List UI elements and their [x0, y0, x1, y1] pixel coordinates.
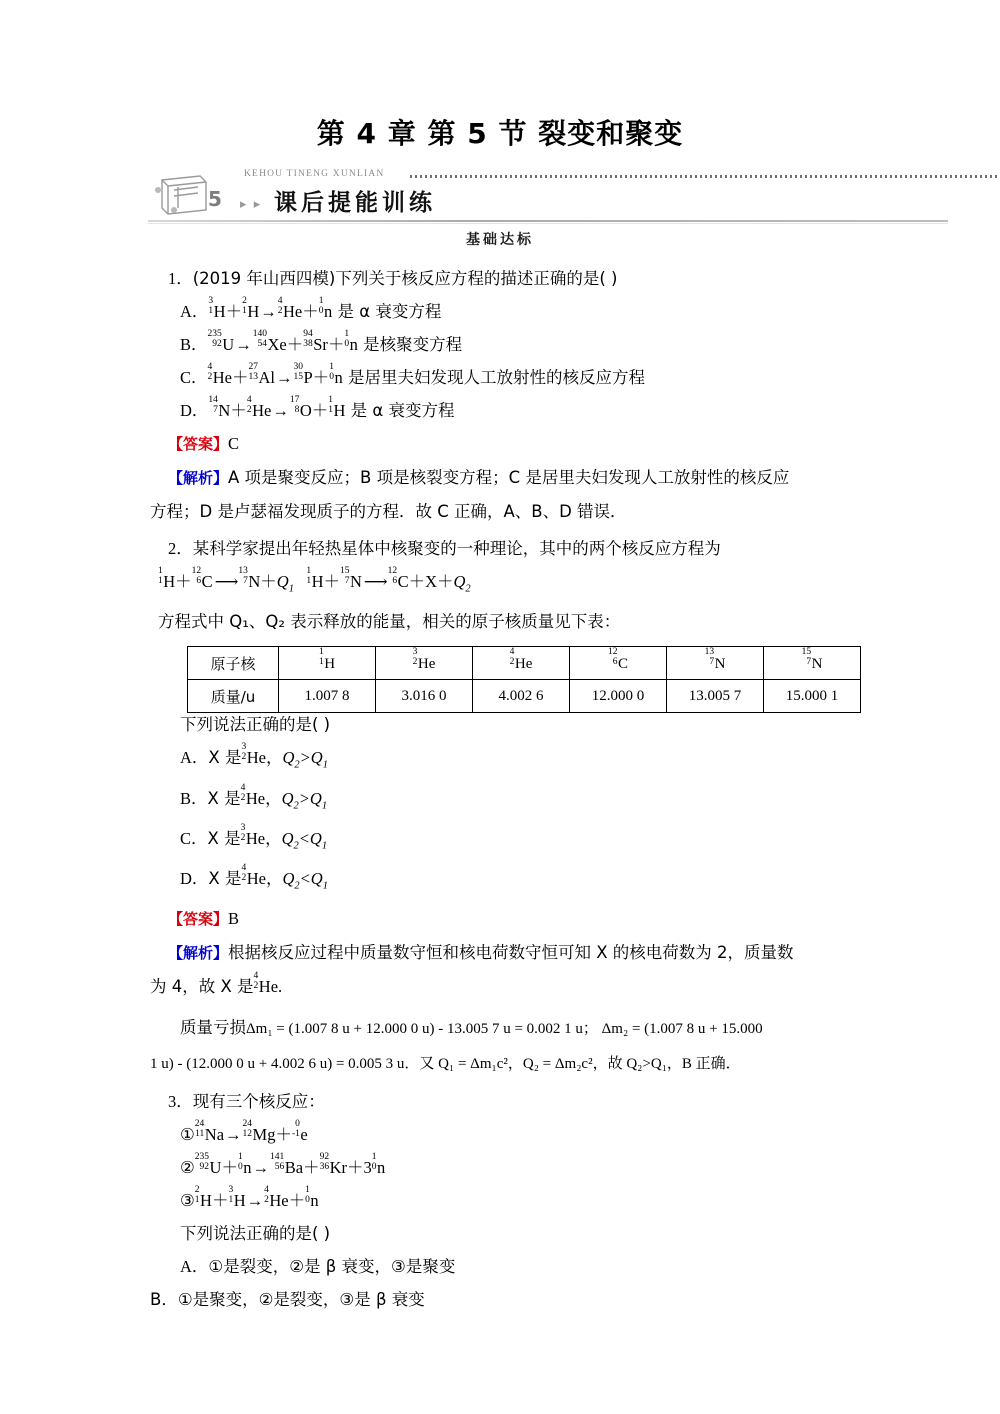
- table-cell-mass: 15.000 1: [764, 680, 861, 713]
- option-text: X 是: [208, 748, 242, 768]
- option-sep: ，: [265, 788, 282, 808]
- relation: $Q_2>Q_1$: [281, 788, 328, 811]
- question-3-reaction-3: ③ 2 1 H＋ 3 1 H→ 4 2 He＋ 1 0 n: [168, 1184, 870, 1217]
- reaction-marker: ②: [180, 1158, 195, 1178]
- option-text: X 是: [207, 788, 241, 808]
- nuclide-Sr94: 94 38 Sr: [303, 329, 328, 354]
- analysis-tag: 【解析】: [168, 944, 229, 963]
- option-tail: 是核聚变方程: [357, 335, 463, 354]
- option-text: X 是: [207, 828, 241, 848]
- question-3-prompt: [168, 1217, 870, 1250]
- nuclide-n1: 1 0 n: [344, 329, 358, 354]
- table-row-nuclides: [188, 647, 861, 680]
- table-cell-mass: 13.005 7: [667, 680, 764, 713]
- table-row-header: 原子核: [188, 647, 279, 680]
- nuclide-Mg24: 24 12 Mg: [242, 1119, 276, 1145]
- section-label: 基础达标: [466, 232, 534, 248]
- nuclide-H3: 3 1 H: [208, 296, 226, 321]
- calc-label: 质量亏损: [180, 1018, 246, 1038]
- question-1-source: (2019 年山西四模): [192, 269, 336, 288]
- nuclide-P30: 30 15 P: [293, 362, 313, 387]
- question-1-stem-text: 下列关于核反应方程的描述正确的是( ): [335, 269, 618, 288]
- nuclide-Xe140: 140 54 Xe: [252, 329, 287, 354]
- table-cell-mass: 4.002 6: [473, 680, 570, 713]
- table-intro-text: 方程式中 Q₁、Q₂ 表示释放的能量，相关的原子核质量见下表：: [158, 612, 621, 632]
- banner: [148, 168, 948, 222]
- table-cell-mass: 3.016 0: [376, 680, 473, 713]
- nuclide-He4: 4 2 He: [240, 782, 266, 808]
- page-title: 第 4 章 第 5 节 裂变和聚变: [316, 117, 684, 150]
- svg-text:5: 5: [208, 187, 222, 211]
- option-text: ①是聚变，②是裂变，③是 β 衰变: [177, 1290, 425, 1310]
- nuclide-H1: 1 1 H: [328, 395, 346, 420]
- option-label: B．: [180, 788, 208, 808]
- question-1-number: 1．: [168, 269, 193, 288]
- nuclide-He3: 3 2 He: [241, 742, 266, 768]
- relation: $Q_2<Q_1$: [282, 869, 328, 892]
- nuclide-Na24: 24 11 Na: [194, 1119, 225, 1145]
- analysis-tag: 【解析】: [168, 469, 229, 487]
- question-1-analysis-line1: [168, 461, 870, 495]
- nuclide-U235: 235 92 U: [207, 329, 235, 354]
- table-row-header: 质量/u: [188, 680, 279, 713]
- table-cell-mass: 12.000 0: [570, 680, 667, 713]
- question-3-number: 3．: [168, 1092, 193, 1112]
- prompt-text: 下列说法正确的是( ): [180, 1224, 331, 1244]
- analysis-text: 为 4，故 X 是: [150, 977, 254, 997]
- answer-tag: 【答案】: [168, 435, 229, 453]
- question-3-reaction-2: ② 235 92 U＋ 1 0 n→ 141 56 Ba＋ 92 36 Kr＋3 1 0 n: [168, 1151, 870, 1184]
- relation: $Q_2<Q_1$: [281, 828, 328, 852]
- question-2-reaction-1-and-2: 1 1 H＋ 12 6 C ⟶ 13 7 $N+Q_1$ 1 1 H＋ 15 7 N ⟶ 12 6 $C+X+Q_2$: [158, 565, 870, 605]
- question-2-option-d: [168, 862, 870, 902]
- nuclide-N15: 15 7 N: [339, 566, 362, 591]
- option-label: D．: [180, 869, 209, 889]
- answer-value: B: [228, 909, 240, 929]
- answer-tag: 【答案】: [168, 910, 229, 929]
- option-label: B．: [150, 1290, 178, 1310]
- nuclide-H1: 1 1 H: [306, 566, 324, 591]
- relation: $Q_2>Q_1$: [282, 748, 328, 771]
- option-sep: ，: [265, 869, 283, 889]
- nuclide-n1: 1 0 n: [371, 1152, 386, 1178]
- table-cell-nuclide: 1 1 H: [279, 647, 376, 680]
- question-1-option-c: C． 4 2 He＋ 27 13 Al→ 30 15 P＋ 1 0 n 是居里夫妇发现人工放射性的核反应方程: [168, 361, 870, 394]
- reaction-marker: ③: [180, 1191, 195, 1211]
- question-2-option-c: [168, 822, 870, 862]
- table-row-masses: [188, 680, 861, 713]
- nuclide-Al27: 27 13 Al: [248, 362, 276, 387]
- nuclide-n1: 1 0 n: [305, 1185, 319, 1211]
- unknown-X: X: [425, 572, 437, 591]
- nuclide-n1: 1 0 n: [237, 1152, 252, 1178]
- training-book-icon: [148, 170, 240, 218]
- nuclide-He4: 4 2 He: [264, 1185, 289, 1211]
- table-cell-nuclide: 13 7 N: [667, 647, 764, 680]
- question-2-answer: [168, 902, 870, 936]
- nuclide-C12: 12 6 C: [191, 566, 213, 591]
- option-label: A．: [180, 1257, 209, 1277]
- reaction-marker: ①: [180, 1125, 195, 1145]
- question-1-option-a: A． 3 1 H＋ 2 1 H→ 4 2 He＋ 1 0 n 是 α 衰变方程: [168, 295, 870, 328]
- prompt-text: 下列说法正确的是( ): [180, 715, 331, 735]
- question-1-option-b: B． 235 92 U→ 140 54 Xe＋ 94 38 Sr＋ 1 0 n 是核聚变方程: [168, 328, 870, 361]
- option-label: D．: [180, 401, 209, 420]
- calc-text: 1 u) - (12.000 0 u + 4.002 6 u) = 0.005 3 u．又 Q₁ = Δm₁c²，Q₂ = Δm₂c²，故 Q₂>Q₁，B 正确．: [150, 1056, 741, 1073]
- option-label: C．: [180, 368, 208, 387]
- question-2-table-intro: [158, 605, 870, 638]
- question-list: [150, 262, 870, 1316]
- nuclide-O17: 17 8 O: [289, 395, 312, 420]
- atomic-mass-table: [187, 646, 861, 713]
- nuclide-H3: 3 1 H: [228, 1185, 246, 1211]
- nuclide-He4: 4 2 He: [253, 971, 279, 997]
- nuclide-n1: 1 0 n: [318, 296, 333, 321]
- question-3-stem: [168, 1085, 870, 1118]
- question-2-analysis-line2: [150, 970, 870, 1003]
- option-label: B．: [180, 335, 208, 354]
- question-2-calc-line1: [168, 1011, 870, 1046]
- question-2-number: 2．: [168, 539, 193, 558]
- nuclide-H2: 2 1 H: [194, 1185, 212, 1211]
- question-3-option-b: [150, 1283, 870, 1316]
- question-2-option-b: [168, 782, 870, 822]
- answer-value: C: [228, 434, 240, 453]
- question-2-stem: [168, 532, 870, 565]
- nuclide-He3: 3 2 He: [240, 822, 266, 848]
- table-cell-nuclide: 3 2 He: [376, 647, 473, 680]
- option-text: X 是: [208, 869, 242, 889]
- question-2-analysis-line1: [168, 936, 870, 970]
- energy-Q2: $Q_2$: [453, 572, 471, 595]
- nuclide-Ba141: 141 56 Ba: [269, 1152, 304, 1178]
- question-2-stem-text: 某科学家提出年轻热星体中核聚变的一种理论，其中的两个核反应方程为: [192, 539, 721, 558]
- table-cell-nuclide: 12 6 C: [570, 647, 667, 680]
- question-2-calc-line2: [150, 1046, 870, 1081]
- nuclide-H2: 2 1 H: [242, 296, 260, 321]
- nuclide-C12: 12 6 C: [387, 566, 409, 591]
- option-tail: 是居里夫妇发现人工放射性的核反应方程: [342, 368, 645, 387]
- question-2-option-a: [168, 741, 870, 781]
- banner-title: 课后提能训练: [274, 190, 436, 216]
- analysis-text: A 项是聚变反应；B 项是核裂变方程；C 是居里夫妇发现人工放射性的核反应: [228, 468, 790, 487]
- option-sep: ，: [265, 748, 283, 768]
- analysis-text: 根据核反应过程中质量数守恒和核电荷数守恒可知 X 的核电荷数为 2，质量数: [228, 943, 794, 963]
- nuclide-electron: 0 -1 e: [291, 1119, 308, 1145]
- nuclide-N14: 14 7 N: [208, 395, 231, 420]
- banner-rule-shadow: [148, 223, 948, 224]
- question-3-stem-text: 现有三个核反应：: [192, 1092, 325, 1112]
- option-label: A．: [180, 302, 209, 321]
- option-tail: 是 α 衰变方程: [332, 302, 442, 321]
- question-3-reaction-1: ① 24 11 Na→ 24 12 Mg＋ 0 -1 e: [168, 1118, 870, 1151]
- table-cell-nuclide: 4 2 He: [473, 647, 570, 680]
- option-sep: ，: [265, 828, 282, 848]
- nuclide-H1: 1 1 H: [158, 566, 176, 591]
- calc-text: Δm₁ = (1.007 8 u + 12.000 0 u) - 13.005 7 u = 0.002 1 u； Δm₂ = (1.007 8 u + 15.000: [246, 1021, 763, 1038]
- option-tail: 是 α 衰变方程: [345, 401, 455, 420]
- nuclide-n1: 1 0 n: [329, 362, 343, 387]
- nuclide-Kr92: 92 36 Kr: [319, 1152, 347, 1178]
- option-label: C．: [180, 828, 208, 848]
- table-cell-mass: 1.007 8: [279, 680, 376, 713]
- nuclide-He4: 4 2 He: [241, 863, 266, 889]
- question-3-option-a: [168, 1250, 870, 1283]
- nuclide-He4: 4 2 He: [207, 362, 233, 387]
- nuclide-He4: 4 2 He: [277, 296, 303, 321]
- banner-pinyin: KEHOU TINENG XUNLIAN: [244, 169, 385, 179]
- question-2-prompt: [168, 708, 870, 741]
- option-text: ①是裂变，②是 β 衰变，③是聚变: [208, 1257, 456, 1277]
- question-1-analysis-line2: [150, 495, 870, 528]
- option-label: A．: [180, 748, 209, 768]
- question-1-stem: [168, 262, 870, 295]
- banner-dotted-rule: [410, 175, 998, 178]
- analysis-text: 方程；D 是卢瑟福发现质子的方程．故 C 正确，A、B、D 错误．: [150, 502, 627, 521]
- energy-Q1: $Q_1$: [276, 572, 294, 595]
- nuclide-U235: 235 92 U: [194, 1152, 222, 1178]
- analysis-period: .: [278, 977, 283, 997]
- question-1-answer: [168, 427, 870, 461]
- table-cell-nuclide: 15 7 N: [764, 647, 861, 680]
- banner-rule: [148, 220, 948, 222]
- nuclide-He4: 4 2 He: [246, 395, 272, 420]
- question-1-option-d: D． 14 7 N＋ 4 2 He→ 17 8 O＋ 1 1 H 是 α 衰变方程: [168, 394, 870, 427]
- banner-arrows-icon: ▸ ▸: [240, 196, 263, 211]
- nuclide-N13: 13 7 N: [238, 566, 261, 591]
